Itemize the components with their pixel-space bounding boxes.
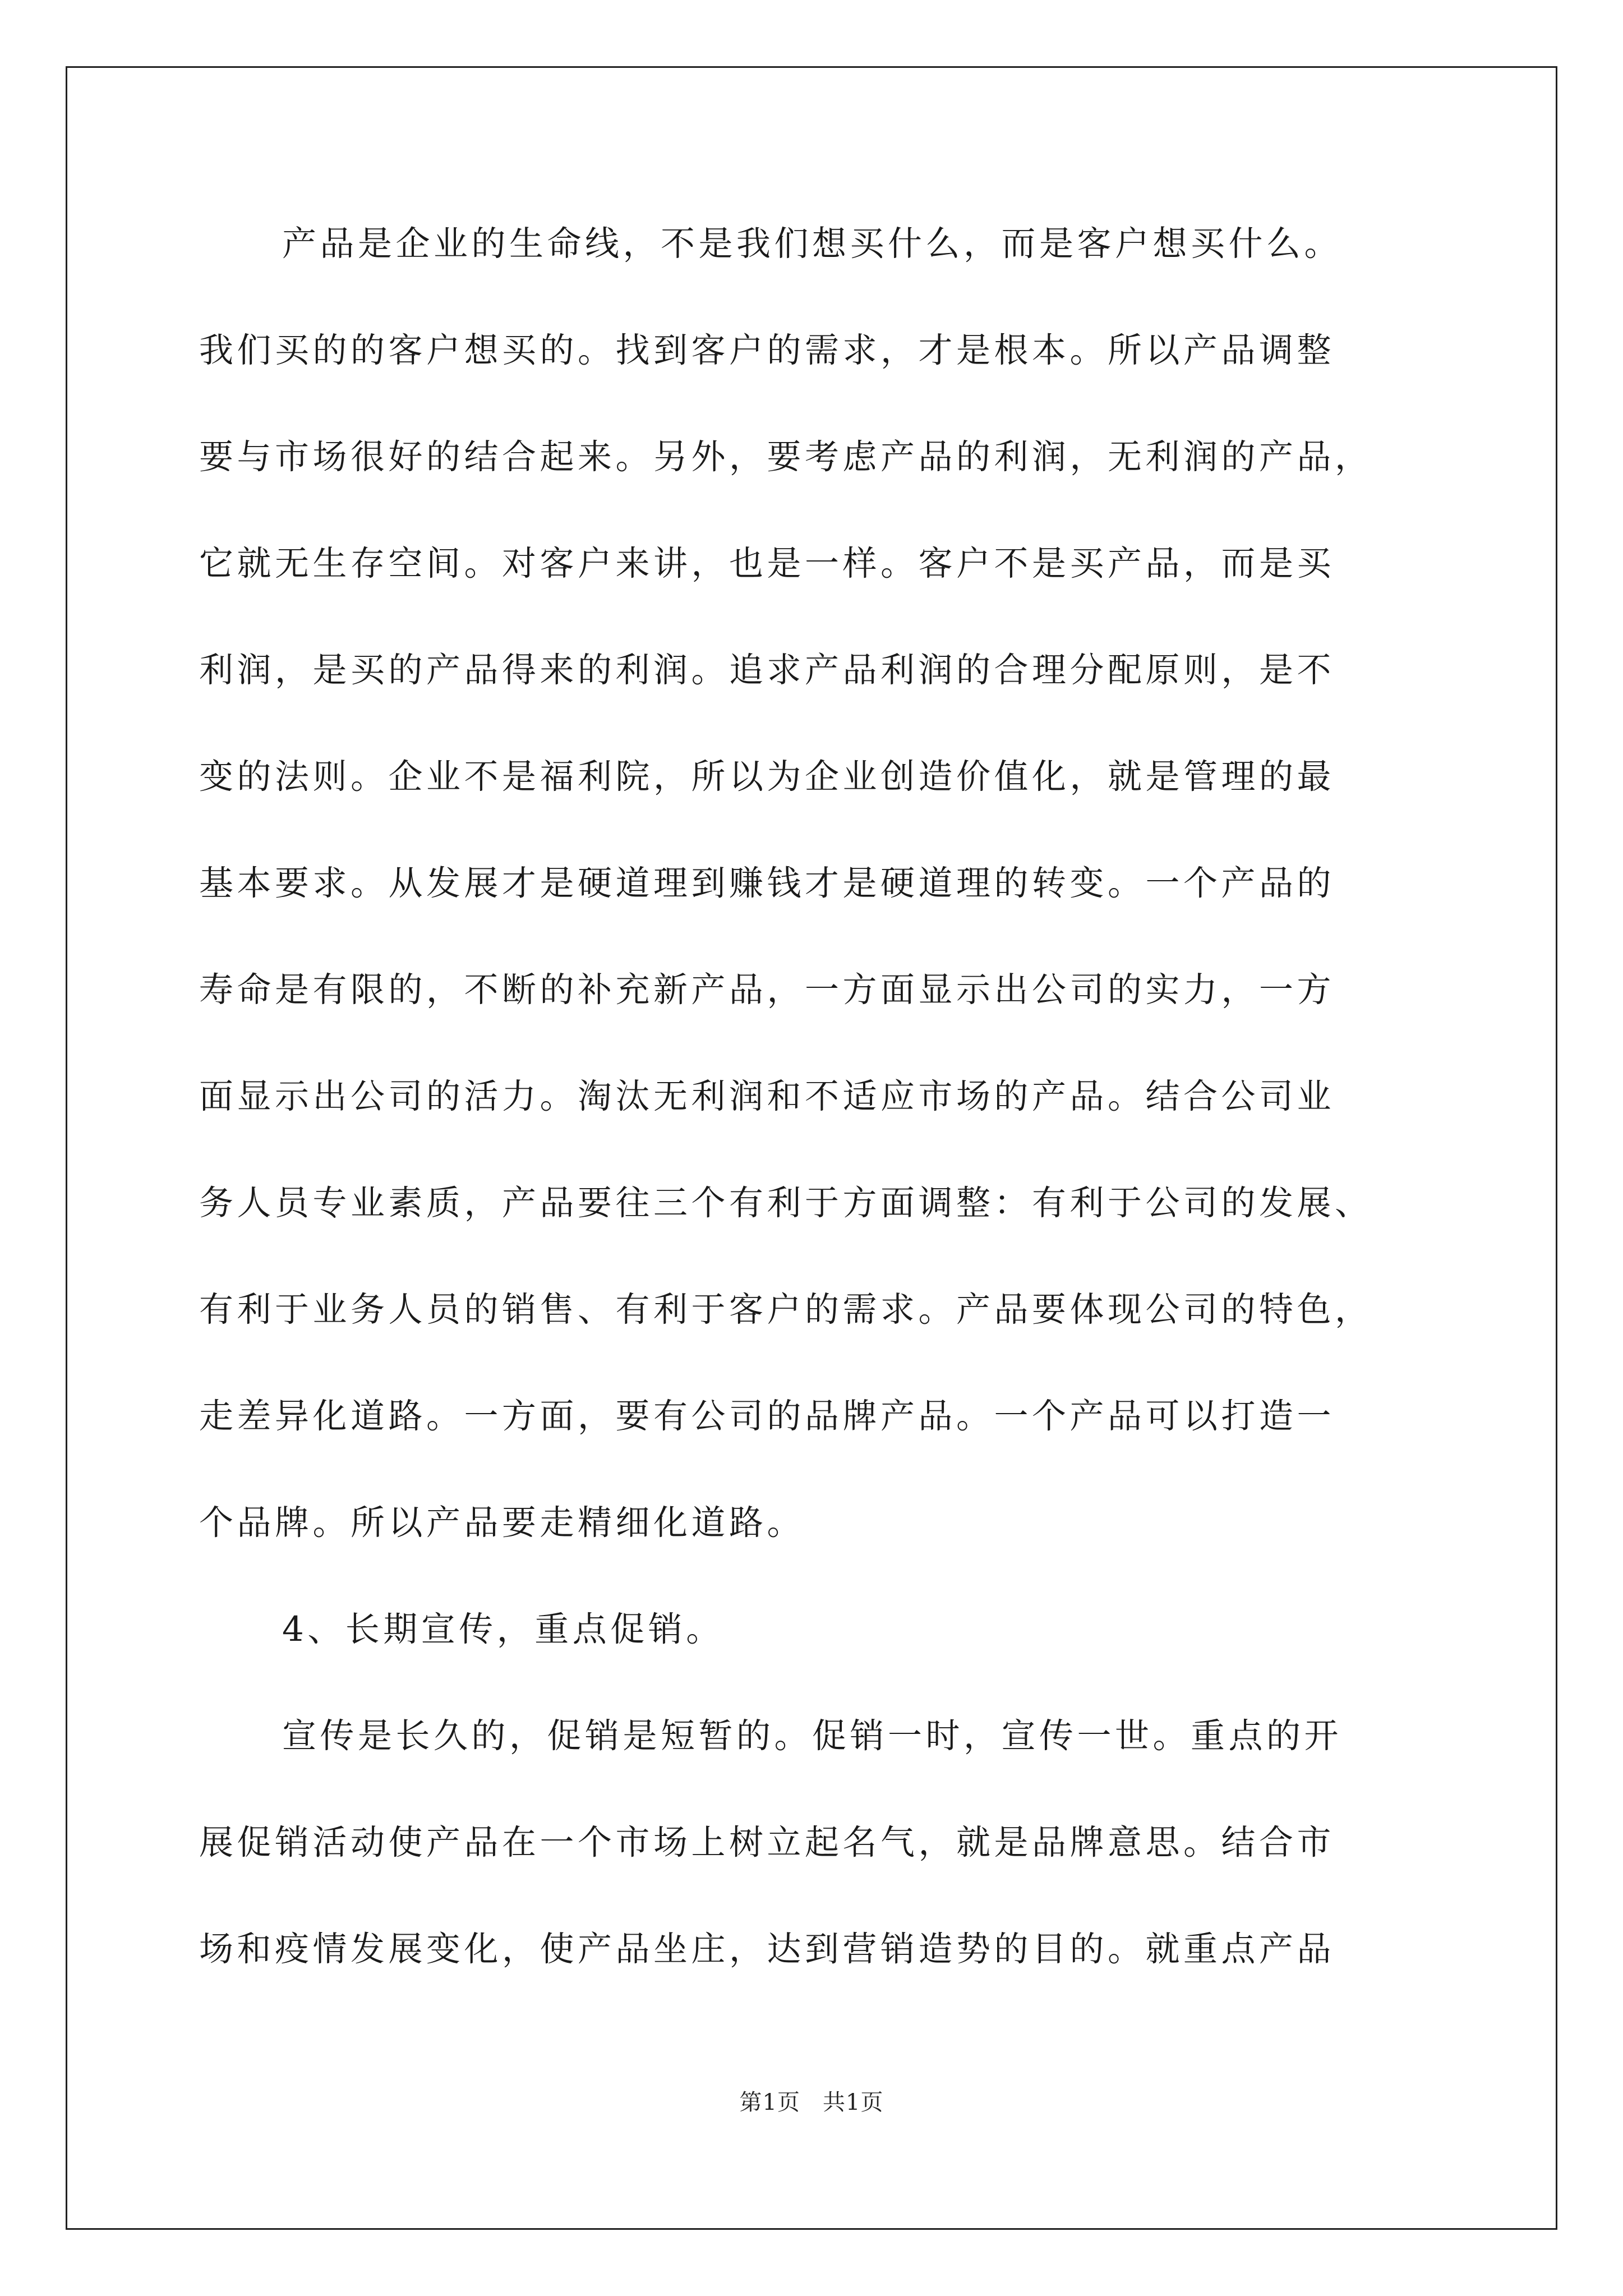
page-footer [0, 2086, 1623, 2119]
page-number: 第1页 [739, 2090, 800, 2115]
text-line: 寿命是有限的，不断的补充新产品，一方面显示出公司的实力，一方 [199, 970, 1335, 1010]
text-line: 我们买的的客户想买的。找到客户的需求，才是根本。所以产品调整 [199, 330, 1335, 370]
paragraph [199, 1683, 1450, 2003]
text-line: 产品是企业的生命线，不是我们想买什么，而是客户想买什么。 [282, 224, 1343, 264]
text-line: 宣传是长久的，促销是短暂的。促销一时，宣传一世。重点的开 [282, 1716, 1343, 1756]
text-line: 面显示出公司的活力。淘汰无利润和不适应市场的产品。结合公司业 [199, 1076, 1335, 1116]
paragraph [199, 191, 1450, 1576]
text-line: 务人员专业素质，产品要往三个有利于方面调整：有利于公司的发展、 [199, 1183, 1373, 1223]
document-body [199, 191, 1450, 2003]
total-pages: 共1页 [823, 2090, 884, 2115]
text-line: 要与市场很好的结合起来。另外，要考虑产品的利润，无利润的产品， [199, 437, 1373, 477]
section-heading [199, 1576, 1450, 1683]
text-line: 个品牌。所以产品要走精细化道路。 [199, 1503, 805, 1543]
text-line: 有利于业务人员的销售、有利于客户的需求。产品要体现公司的特色， [199, 1290, 1373, 1329]
text-line: 利润，是买的产品得来的利润。追求产品利润的合理分配原则，是不 [199, 650, 1335, 690]
text-line: 4、长期宣传，重点促销。 [282, 1609, 724, 1649]
text-line: 走差异化道路。一方面，要有公司的品牌产品。一个产品可以打造一 [199, 1396, 1335, 1436]
text-line: 变的法则。企业不是福利院，所以为企业创造价值化，就是管理的最 [199, 757, 1335, 797]
text-line: 场和疫情发展变化，使产品坐庄，达到营销造势的目的。就重点产品 [199, 1929, 1335, 1969]
text-line: 它就无生存空间。对客户来讲，也是一样。客户不是买产品，而是买 [199, 544, 1335, 583]
text-line: 基本要求。从发展才是硬道理到赚钱才是硬道理的转变。一个产品的 [199, 863, 1335, 903]
text-line: 展促销活动使产品在一个市场上树立起名气，就是品牌意思。结合市 [199, 1823, 1335, 1862]
